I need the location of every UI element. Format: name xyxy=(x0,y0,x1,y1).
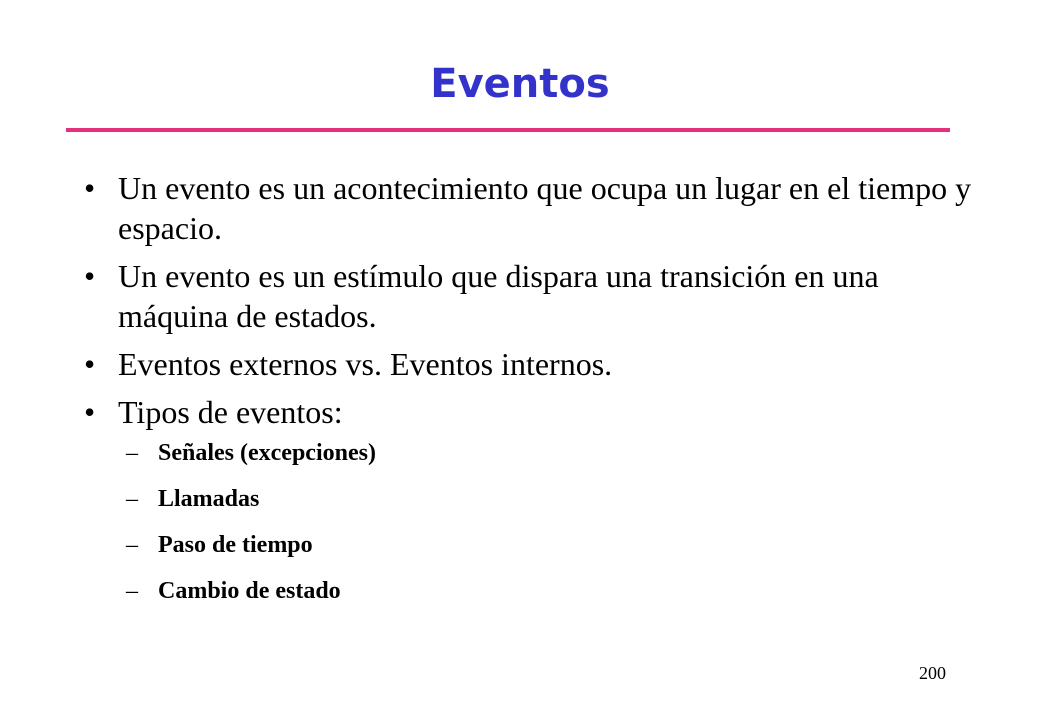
sub-bullet-item xyxy=(118,484,984,514)
bullet-text: Eventos externos vs. Eventos internos. xyxy=(118,346,613,382)
bullet-item xyxy=(84,344,984,384)
bullet-marker: • xyxy=(84,258,96,294)
bullet-item xyxy=(84,256,984,336)
sub-bullet-list xyxy=(118,438,984,606)
bullet-list xyxy=(84,168,984,622)
sub-bullet-item xyxy=(118,530,984,560)
title-underline xyxy=(66,128,950,132)
bullet-marker: • xyxy=(84,170,96,206)
slide-title: Eventos xyxy=(430,61,610,107)
bullet-text: Tipos de eventos: xyxy=(118,394,343,430)
sub-bullet-marker: – xyxy=(126,532,138,558)
sub-bullet-item xyxy=(118,438,984,468)
bullet-item xyxy=(84,392,984,606)
bullet-item xyxy=(84,168,984,248)
sub-bullet-item xyxy=(118,576,984,606)
page-number: 200 xyxy=(919,663,946,683)
bullet-marker: • xyxy=(84,346,96,382)
bullet-marker: • xyxy=(84,394,96,430)
sub-bullet-marker: – xyxy=(126,486,138,512)
sub-bullet-text: Llamadas xyxy=(158,486,260,512)
sub-bullet-text: Cambio de estado xyxy=(158,578,341,604)
sub-bullet-marker: – xyxy=(126,578,138,604)
bullet-text: Un evento es un acontecimiento que ocupa un lugar en el tiempo y espacio. xyxy=(118,170,972,246)
bullet-text: Un evento es un estímulo que dispara una transición en una máquina de estados. xyxy=(118,258,879,334)
sub-bullet-text: Paso de tiempo xyxy=(158,532,313,558)
sub-bullet-text: Señales (excepciones) xyxy=(158,440,376,466)
sub-bullet-marker: – xyxy=(126,440,138,466)
